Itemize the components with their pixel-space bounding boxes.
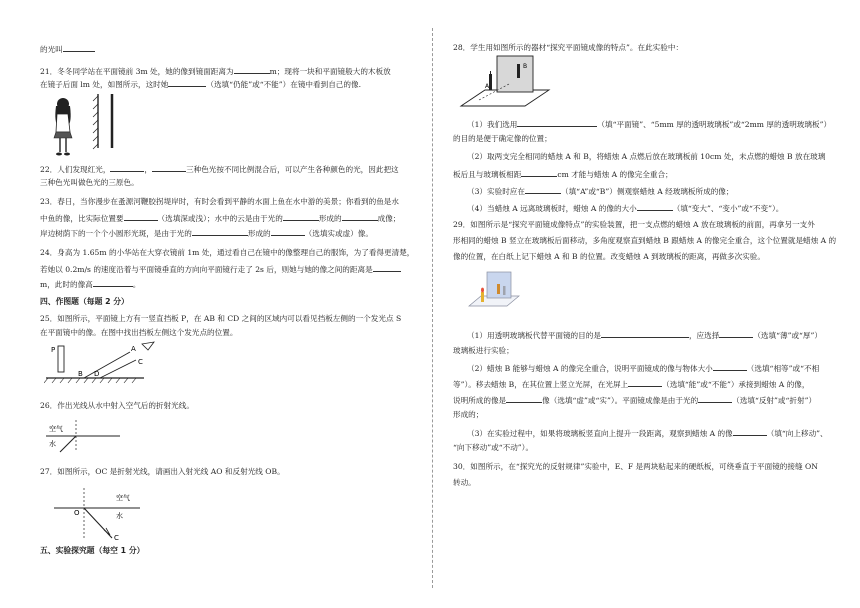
fig27-label-c: C	[114, 534, 119, 542]
figure-26	[46, 418, 126, 454]
figure-25	[44, 340, 164, 388]
fig26-label-air: 空气	[49, 425, 63, 433]
q22: 22．人们发现红光， ， 三种色光按不同比例混合后，可以产生各种颜色的光，因此把这	[40, 162, 415, 176]
fig26-label-water: 水	[49, 440, 56, 448]
fig27-label-air: 空气	[116, 494, 130, 502]
section-5-title: 五、实验探究题（每空 1 分）	[40, 546, 145, 555]
fig25-label-a: A	[131, 345, 136, 353]
fig27-label-water: 水	[116, 512, 123, 520]
q23: 23．春日，当你漫步在蚤源河鞭胶拐堤岸时，有时会看到平静的水面上鱼在水中游的美景；你看到的鱼是水	[40, 197, 399, 206]
fig28-label-b: B	[523, 63, 528, 70]
q20-tail: 的光叫	[40, 42, 415, 56]
q28: 28．学生用如图所示的器材“探究平面镜成像的特点”。在此实验中：	[453, 43, 684, 52]
q26: 26．作出光线从水中射入空气后的折射光线。	[40, 401, 194, 410]
fig28-label-a: A	[485, 83, 490, 90]
figure-29-apparatus	[467, 270, 521, 310]
fig27-label-o: O	[74, 509, 80, 517]
q27: 27．如图所示，OC 是折射光线，请画出入射光线 AO 和反射光线 OB。	[40, 467, 285, 476]
q29: 29．如图所示是“探究平面镜成像特点”的实验装置，把一支点燃的蜡烛 A 放在玻璃板的前面，再拿另一支外	[453, 220, 815, 229]
q21: 21．冬冬同学站在平面镜前 3m 处，她的像到镜面距离为 m；现将一块和平面镜般大的木板放	[40, 64, 415, 78]
fig25-label-d: D	[94, 370, 100, 378]
figure-girl-mirror	[42, 92, 124, 158]
section-4-title: 四、作图题（每题 2 分）	[40, 297, 129, 306]
q25: 25．如图所示，平面镜上方有一竖直挡板 P，在 AB 和 CD 之间的区域内可以看见挡板左侧的一个发光点 S	[40, 314, 402, 323]
figure-28-apparatus	[459, 54, 551, 112]
fig25-label-c: C	[138, 358, 143, 366]
fig25-label-b: B	[78, 370, 83, 378]
column-divider	[432, 28, 433, 588]
fig25-label-p: P	[51, 346, 56, 354]
figure-27	[54, 486, 144, 542]
q30: 30．如图所示，在“探究光的反射规律”实验中，E、F 是两块粘起来的硬纸板，可绕垂直于平面镜的接缝 ON	[453, 462, 818, 471]
q24: 24．身高为 1.65m 的小华站在大穿衣镜前 1m 处，通过看自己在镜中的像整理自己的服饰，为了看得更清楚，	[40, 248, 415, 257]
